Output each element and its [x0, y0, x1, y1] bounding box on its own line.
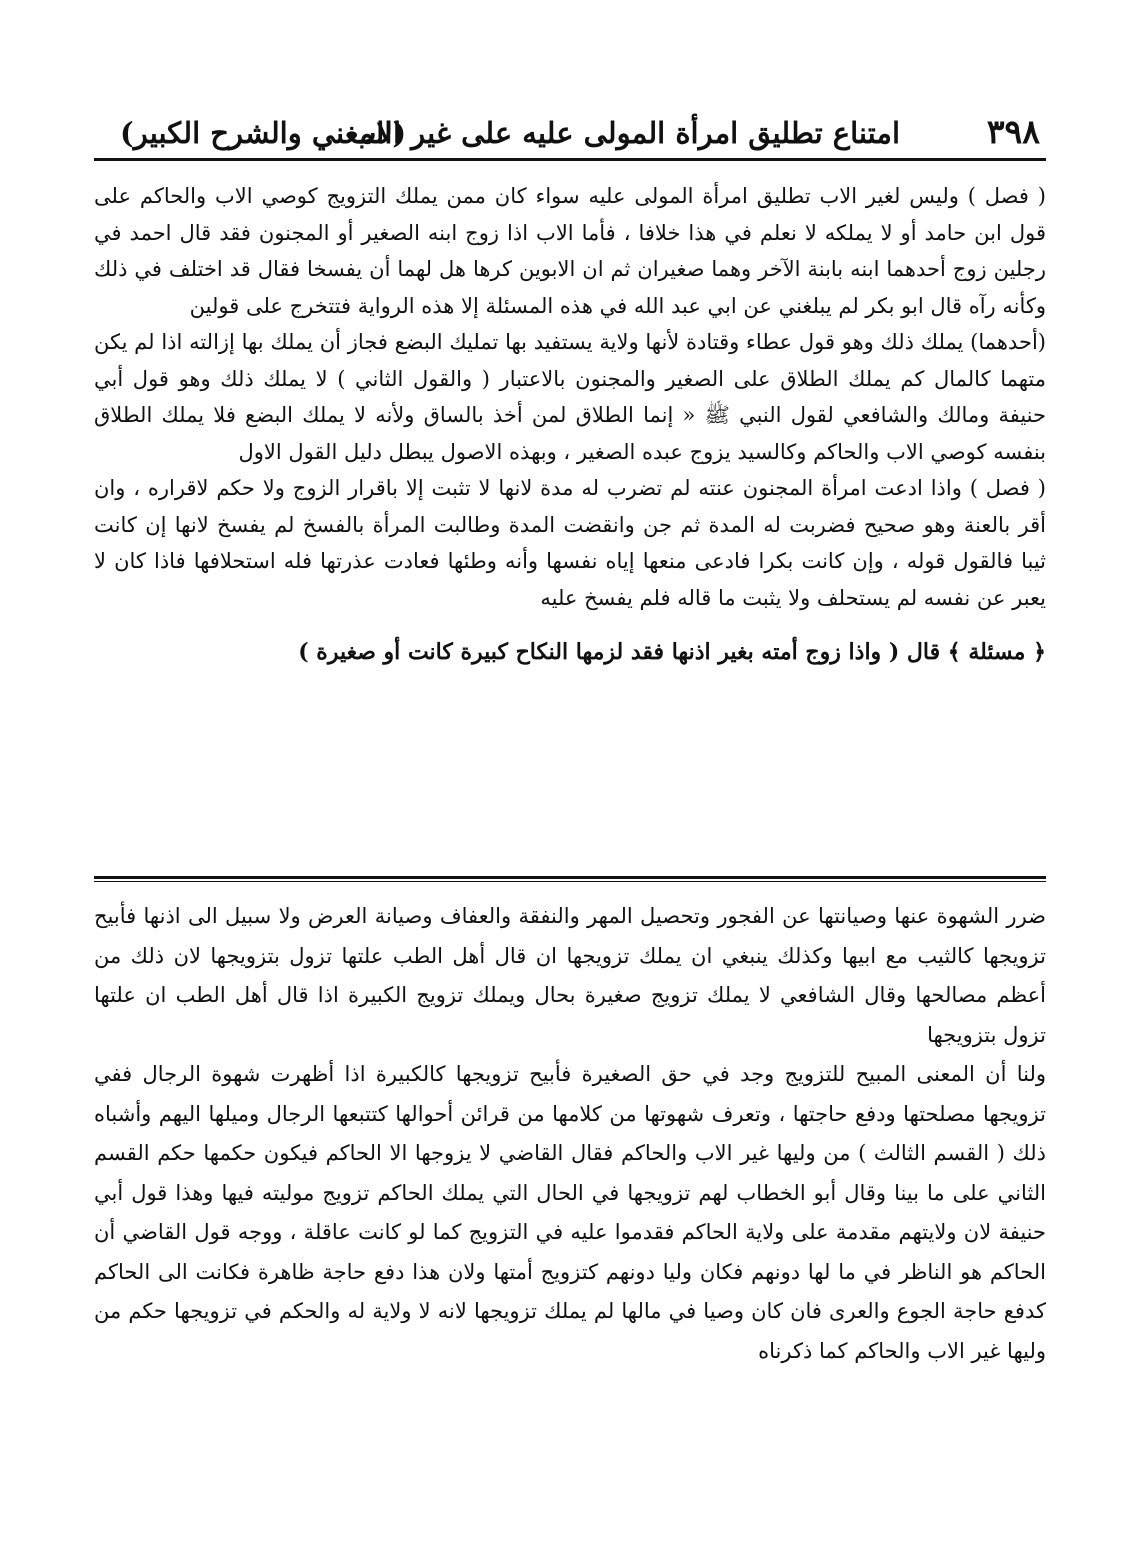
paragraph-fasl-1: ( فصل ) وليس لغير الاب تطليق امرأة المولى عليه سواء كان ممن يملك التزويج كوصي الاب والحاكم على قول ابن حامد أو لا يملكه لا نعلم في هذا خلافا ، فأما الاب اذا زوج ابنه الصغير أو المجنون فقد قال احمد في رجلين زوج أحدهما ابنه بابنة الآخر وهما صغيران ثم ان الابوين كرها هل لهما أن يفسخا فقال قد اختلف في ذلك وكأنه رآه قال ابو بكر لم يبلغني عن ابي عبد الله في هذه المسئلة إلا هذه الرواية فتتخرج على قولين	[94, 184, 1046, 318]
masala-heading: ﴿ مسئلة ﴾ قال ( واذا زوج أمته بغير اذنها فقد لزمها النكاح كبيرة كانت أو صغيرة )	[298, 639, 1046, 665]
commentary-paragraph-1: ضرر الشهوة عنها وصيانتها عن الفجور وتحصيل المهر والنفقة والعفاف وصيانة العرض ولا سبيل الى اذنها فأبيح تزويجها كالثيب مع ابيها وكذلك ينبغي ان يملك تزويجها ان قال أهل الطب علتها تزول بتزويجها لان ذلك من أعظم مصالحها وقال الشافعي لا يملك تزويج صغيرة بحال ويملك تزويج الكبيرة اذا قال أهل الطب ان علتها تزول بتزويجها	[94, 904, 1046, 1047]
section-divider	[94, 876, 1046, 882]
paragraph-ahaduhuma: (أحدهما) يملك ذلك وهو قول عطاء وقتادة لأنها ولاية يستفيد بها تمليك البضع فجاز أن يملك بها إزالته اذا لم يكن متهما كالمال كم يملك الطلاق على الصغير والمجنون بالاعتبار ( والقول الثاني ) لا يملك ذلك وهو قول أبي حنيفة ومالك والشافعي لقول النبي ﷺ « إنما الطلاق لمن أخذ بالساق ولأنه لا يملك البضع فلا يملك الطلاق بنفسه كوصي الاب والحاكم وكالسيد يزوج عبده الصغير ، وبهذه الاصول يبطل دليل القول الاول	[94, 330, 1046, 464]
header-rule	[94, 158, 1046, 161]
running-title: امتناع تطليق امرأة المولى عليه على غير الاب	[349, 116, 900, 150]
page-header	[94, 108, 1044, 158]
book-title: (المغني والشرح الكبير)	[120, 116, 407, 150]
commentary-paragraph-2: ولنا أن المعنى المبيح للتزويج وجد في حق الصغيرة فأبيح تزويجها كالكبيرة اذا أظهرت شهوة الرجال ففي تزويجها مصلحتها ودفع حاجتها ، وتعرف شهوتها من كلامها من قرائن أحوالها كتتبعها الرجال وميلها اليهم وأشباه ذلك ( القسم الثالث ) من وليها غير الاب والحاكم فقال القاضي لا يزوجها الا الحاكم فيكون حكمها حكم القسم الثاني على ما بينا وقال أبو الخطاب لهم تزويجها في الحال التي يملك الحاكم تزويج موليته فيها وهذا قول أبي حنيفة لان ولايتهم مقدمة على ولاية الحاكم فقدموا عليه في التزويج كما لو كانت عاقلة ، ووجه قول القاضي أن الحاكم هو الناظر في ما لها دونهم فكان وليا دونهم كتزويج أمتها ولان هذا دفع حاجة ظاهرة فكانت الى الحاكم كدفع حاجة الجوع والعرى فان كان وصيا في مالها لم يملك تزويجها لانه لا ولاية له والحكم في تزويجها حكم من وليها غير الاب والحاكم كما ذكرناه	[94, 1062, 1046, 1363]
paragraph-fasl-2: ( فصل ) واذا ادعت امرأة المجنون عنته لم تضرب له مدة لانها لا تثبت إلا باقرار الزوج ولا حكم لاقراره ، وان أقر بالعنة وهو صحيح فضربت له المدة ثم جن وانقضت المدة وطالبت المرأة بالفسخ لم يفسخ لانها إن كانت ثيبا فالقول قوله ، وإن كانت بكرا فادعى منعها إياه نفسها وأنه وطئها فعادت عذرتها فله استحلافها فاذا كان لا يعبر عن نفسه لم يستحلف ولا يثبت ما قاله فلم يفسخ عليه	[94, 476, 1046, 610]
main-text	[94, 178, 1046, 672]
page-number: ٣٩٨	[986, 112, 1040, 151]
commentary-text	[94, 897, 1046, 1371]
